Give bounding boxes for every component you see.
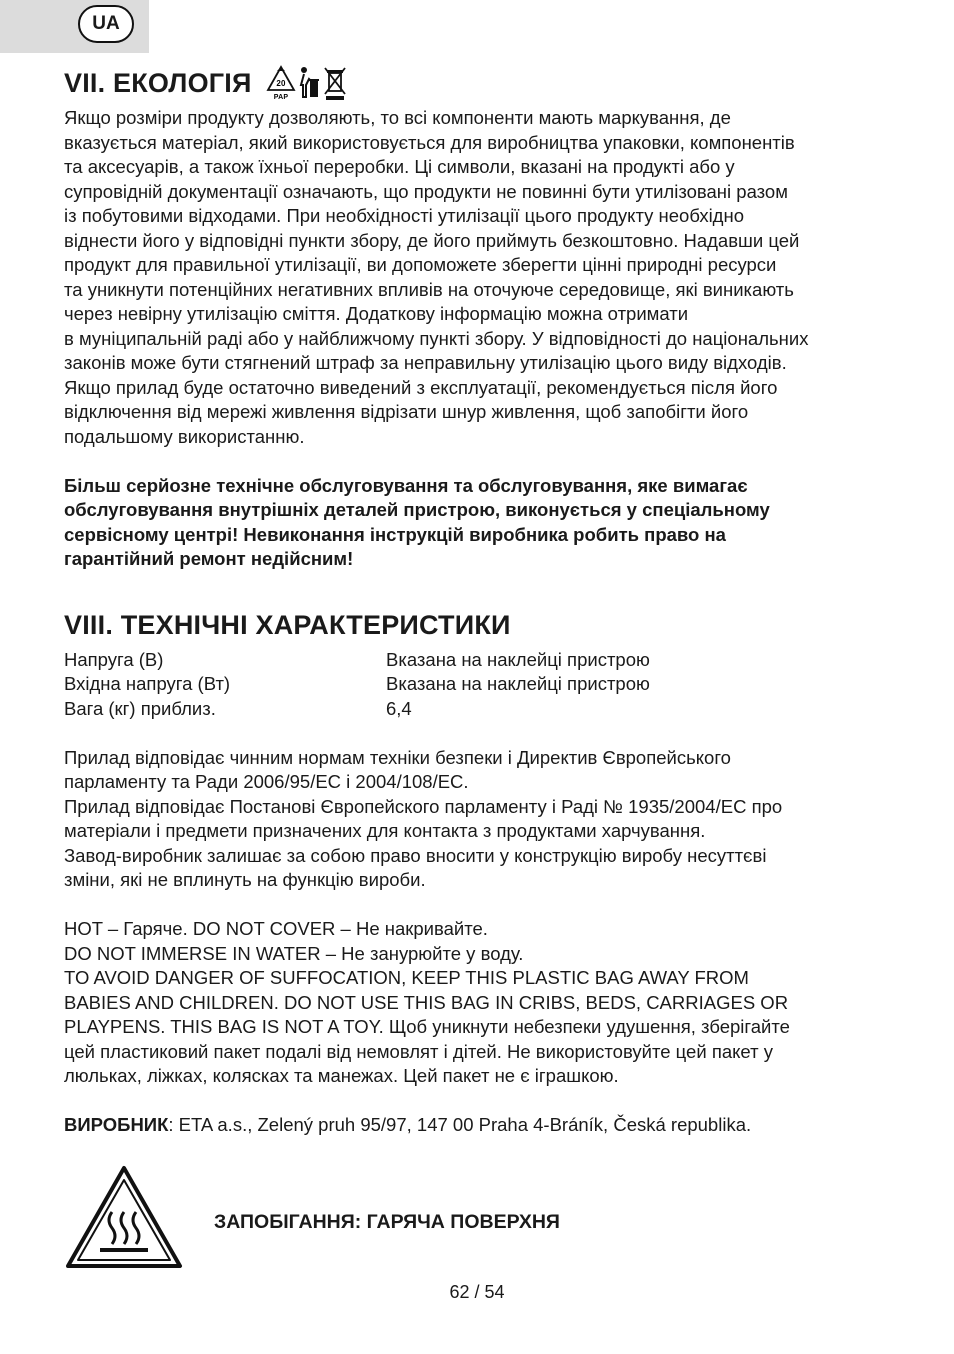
spec-row <box>64 672 894 697</box>
page-content <box>64 60 894 1138</box>
text-line: Прилад відповідає чинним нормам техніки безпеки і Директив Європейського <box>64 746 731 768</box>
text-line: BABIES AND CHILDREN. DO NOT USE THIS BAG IN CRIBS, BEDS, CARRIAGES OR <box>64 991 789 1013</box>
text-line: PLAYPENS. THIS BAG IS NOT A TOY. Щоб уникнути небезпеки удушення, зберігайте <box>64 1016 790 1037</box>
text-line: віднести його у відповідні пункти збору, де його приймуть безкоштовно. Надавши цей <box>64 229 800 251</box>
text-line: зміни, які не вплинуть на функцію вироби. <box>64 869 426 890</box>
text-line: продукт для правильної утилізації, ви допоможете зберегти цінні природні ресурси <box>64 254 777 275</box>
ecology-title: VII. ЕКОЛОГІЯ <box>64 68 252 98</box>
language-tab <box>0 0 149 53</box>
text-line: супровідній документації означають, що продукти не повинні бути утилізовані разом <box>64 180 788 202</box>
spec-row <box>64 697 894 722</box>
spec-value: Вказана на наклейці пристрою <box>386 673 650 694</box>
ecology-heading <box>64 60 894 106</box>
svg-text:20: 20 <box>275 79 286 88</box>
ecology-paragraph <box>64 106 894 449</box>
text-line: Більш серйозне технічне обслуговування та обслуговування, яке вимагає <box>64 474 748 496</box>
text-line: та аксесуарів, а також їхньої переробки. Ці символи, вказані на продукті або у <box>64 156 735 177</box>
manufacturer-label: ВИРОБНИК <box>64 1114 169 1135</box>
eco-icons <box>266 65 348 101</box>
text-line: сервісному центрі! Невиконання інструкцій виробника робить право на <box>64 523 726 545</box>
spec-label: Вхідна напруга (Вт) <box>64 673 231 694</box>
crossed-bin-icon <box>322 65 348 101</box>
page-number: 62 / 54 <box>449 1282 505 1302</box>
text-line: в муніципальній раді або у найближчому пункті збору. У відповідності до національних <box>64 327 809 349</box>
svg-text:PAP: PAP <box>273 94 288 101</box>
text-line: люльках, ліжках, колясках та манежах. Цей пакет не є іграшкою. <box>64 1065 619 1086</box>
tidyman-icon <box>298 65 320 101</box>
spec-label: Вага (кг) приблиз. <box>64 697 216 719</box>
text-line: та уникнути потенційних негативних впливів на оточуюче середовище, які виникають <box>64 278 794 300</box>
text-line: Завод-виробник залишає за собою право вносити у конструкцію виробу несуттєві <box>64 844 767 866</box>
spec-value: Вказана на наклейці пристрою <box>386 648 650 670</box>
manufacturer-text: : ETA a.s., Zelený pruh 95/97, 147 00 Praha 4-Bráník, Česká republika. <box>168 1114 752 1135</box>
warnings-paragraph <box>64 917 894 1089</box>
text-line: вказується матеріал, який використовується для виробництва упаковки, компонентів <box>64 131 795 153</box>
text-line: подальшому використанню. <box>64 425 305 447</box>
language-badge: UA <box>78 5 134 43</box>
text-line: Якщо прилад буде остаточно виведений з експлуатації, рекомендується після його <box>64 376 778 398</box>
spec-row <box>64 648 894 673</box>
text-line: гарантійний ремонт недійсним! <box>64 548 354 569</box>
service-notice <box>64 474 894 572</box>
text-line: DO NOT IMMERSE IN WATER – Не занурюйте у воду. <box>64 942 524 964</box>
manufacturer-line <box>64 1113 894 1138</box>
text-line: обслуговування внутрішніх деталей пристрою, виконується у спеціальному <box>64 499 770 520</box>
text-line: Якщо розміри продукту дозволяють, то всі компоненти мають маркування, де <box>64 107 731 128</box>
recycle-20-pap-icon <box>266 65 296 101</box>
hot-surface-text: ЗАПОБІГАННЯ: ГАРЯЧА ПОВЕРХНЯ <box>214 1211 560 1233</box>
spec-label: Напруга (В) <box>64 648 164 670</box>
text-line: Прилад відповідає Постанові Європейского парламенту і Раді № 1935/2004/ЕС про <box>64 795 783 817</box>
text-line: TO AVOID DANGER OF SUFFOCATION, KEEP THIS PLASTIC BAG AWAY FROM <box>64 967 749 988</box>
text-line: законів може бути стягнений штраф за неправильну утилізацію цього виду відходів. <box>64 352 787 373</box>
hot-surface-warning-icon <box>64 1164 184 1270</box>
text-line: парламенту та Ради 2006/95/ЕС і 2004/108/ЕС. <box>64 771 469 792</box>
hot-surface-warning <box>64 1164 894 1274</box>
specs-heading: VIII. ТЕХНІЧНІ ХАРАКТЕРИСТИКИ <box>64 609 511 640</box>
text-line: цей пластиковий пакет подалі від немовлят і дітей. Не використовуйте цей пакет у <box>64 1040 773 1062</box>
text-line: матеріали і предмети призначених для контакта з продуктами харчування. <box>64 820 706 841</box>
text-line: HOT – Гаряче. DO NOT COVER – Не накривайте. <box>64 918 488 939</box>
specs-table <box>64 648 894 722</box>
compliance-paragraph <box>64 746 894 893</box>
text-line: відключення від мережі живлення відрізати шнур живлення, щоб запобігти його <box>64 401 749 422</box>
text-line: із побутовими відходами. При необхідності утилізації цього продукту необхідно <box>64 205 744 226</box>
text-line: через невірну утилізацію сміття. Додаткову інформацію можна отримати <box>64 303 689 324</box>
spec-value: 6,4 <box>386 697 412 719</box>
